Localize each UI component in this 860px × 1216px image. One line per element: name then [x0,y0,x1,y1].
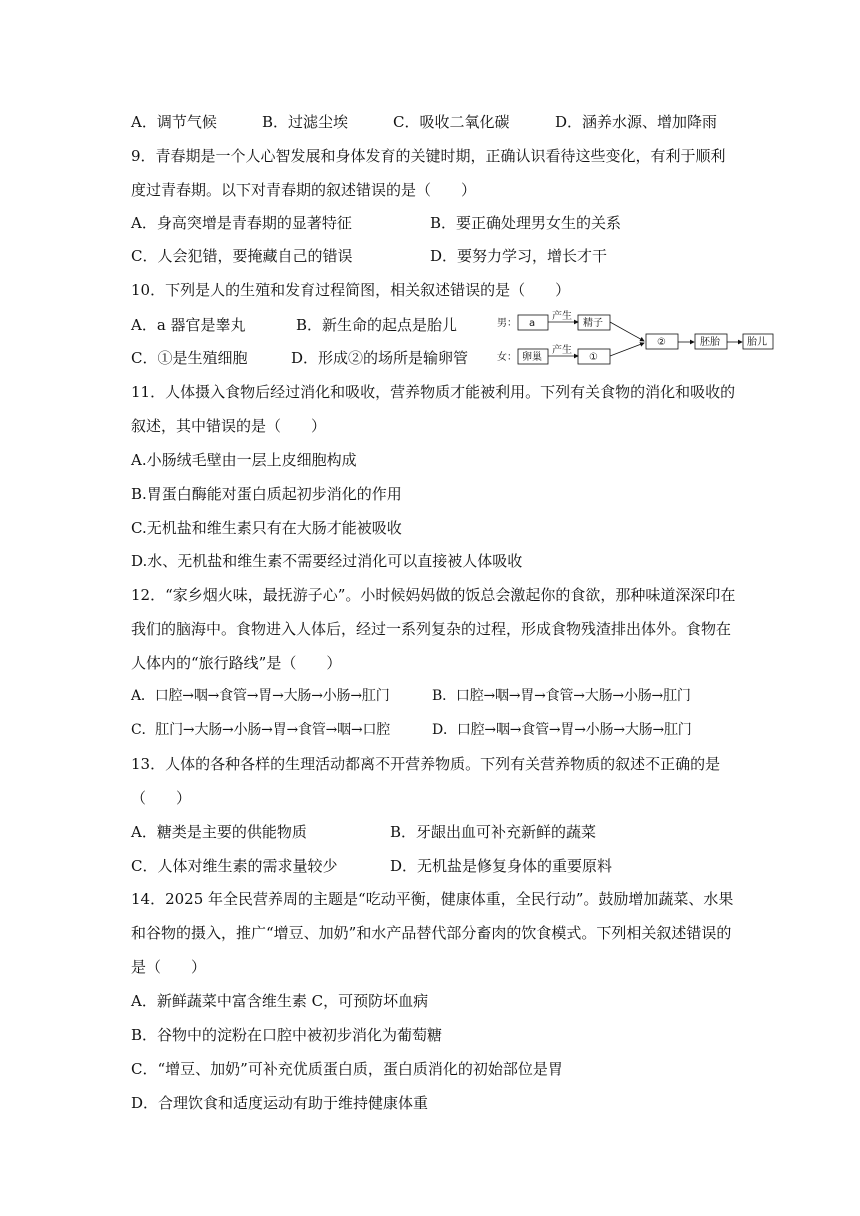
q9-option-b: B．要正确处理男女生的关系 [430,214,622,232]
q9-option-c: C．人会犯错，要掩藏自己的错误 [131,247,353,265]
q12-option-a: A．口腔→咽→食管→胃→大肠→小肠→肛门 [131,688,390,704]
fetus-label: 胎儿 [747,337,767,348]
q12-option-c: C．肛门→大肠→小肠→胃→食管→咽→口腔 [131,722,391,738]
produce-label-male: 产生 [552,311,572,322]
q8-option-d: D．涵养水源、增加降雨 [555,113,718,131]
q11-option-c: C.无机盐和维生素只有在大肠才能被吸收 [131,519,402,537]
q14-option-a: A．新鲜蔬菜中富含维生素 C，可预防坏血病 [131,992,429,1010]
q9-option-a: A．身高突增是青春期的显著特征 [131,214,352,232]
q10-option-d: D．形成②的场所是输卵管 [291,349,469,367]
q12-stem-line-2: 我们的脑海中。食物进入人体后，经过一系列复杂的过程，形成食物残渣排出体外。食物在 [131,620,732,638]
ovary-label: 卵巢 [522,352,542,363]
q12-stem-line-1: 12．“家乡烟火味，最抚游子心”。小时候妈妈做的饭总会激起你的食欲，那种味道深深印在 [131,586,736,604]
q14-stem-line-1: 14．2025 年全民营养周的主题是“吃动平衡，健康体重，全民行动”。鼓励增加蔬菜、水果 [131,890,734,908]
reproduction-flow-diagram [496,308,776,368]
q14-stem-line-2: 和谷物的摄入，推广“增豆、加奶”和水产品替代部分畜肉的饮食模式。下列相关叙述错误的 [131,924,732,942]
q11-option-a: A.小肠绒毛壁由一层上皮细胞构成 [131,451,357,469]
q8-option-c: C．吸收二氧化碳 [393,113,510,131]
embryo-label: 胚胎 [700,337,720,348]
q11-stem-line-2: 叙述，其中错误的是（ ） [131,417,327,435]
q12-option-b: B．口腔→咽→胃→食管→大肠→小肠→肛门 [432,688,691,704]
q14-option-d: D．合理饮食和适度运动有助于维持健康体重 [131,1094,429,1112]
male-label: 男： [497,318,517,329]
q13-stem-line-1: 13．人体的各种各样的生理活动都离不开营养物质。下列有关营养物质的叙述不正确的是 [131,755,721,773]
q13-option-c: C．人体对维生素的需求量较少 [131,857,338,875]
female-label: 女： [497,352,517,363]
q9-option-d: D．要努力学习，增长才干 [430,247,608,265]
q10-option-a: A．a 器官是睾丸 [131,316,246,334]
q14-stem-line-3: 是（ ） [131,958,207,976]
q11-option-b: B.胃蛋白酶能对蛋白质起初步消化的作用 [131,485,402,503]
q11-option-d: D.水、无机盐和维生素不需要经过消化可以直接被人体吸收 [131,552,523,570]
q10-stem: 10．下列是人的生殖和发育过程简图，相关叙述错误的是（ ） [131,281,571,299]
q10-option-b: B．新生命的起点是胎儿 [296,316,458,334]
q14-option-c: C．“增豆、加奶”可补充优质蛋白质，蛋白质消化的初始部位是胃 [131,1060,563,1078]
q8-option-a: A．调节气候 [131,113,217,131]
q12-stem-line-3: 人体内的“旅行路线”是（ ） [131,654,342,672]
q13-option-d: D．无机盐是修复身体的重要原料 [390,857,613,875]
q13-option-b: B．牙龈出血可补充新鲜的蔬菜 [390,823,597,841]
q14-option-b: B．谷物中的淀粉在口腔中被初步消化为葡萄糖 [131,1026,443,1044]
q8-option-b: B．过滤尘埃 [262,113,349,131]
q9-stem-line-1: 9．青春期是一个人心智发展和身体发育的关键时期，正确认识看待这些变化，有利于顺利 [131,147,726,165]
organ-a-label: a [529,318,536,329]
q11-stem-line-1: 11．人体摄入食物后经过消化和吸收，营养物质才能被利用。下列有关食物的消化和吸收的 [131,383,736,401]
q13-option-a: A．糖类是主要的供能物质 [131,823,307,841]
produce-label-female: 产生 [552,345,572,356]
q9-stem-line-2: 度过青春期。以下对青春期的叙述错误的是（ ） [131,181,477,199]
sperm-label: 精子 [583,318,603,329]
q13-stem-line-2: （ ） [131,789,192,807]
q10-option-c: C．①是生殖细胞 [131,349,248,367]
cell-one-label: ① [589,352,598,363]
cell-two-label: ② [657,337,666,348]
q12-option-d: D．口腔→咽→食管→胃→小肠→大肠→肛门 [432,722,692,738]
